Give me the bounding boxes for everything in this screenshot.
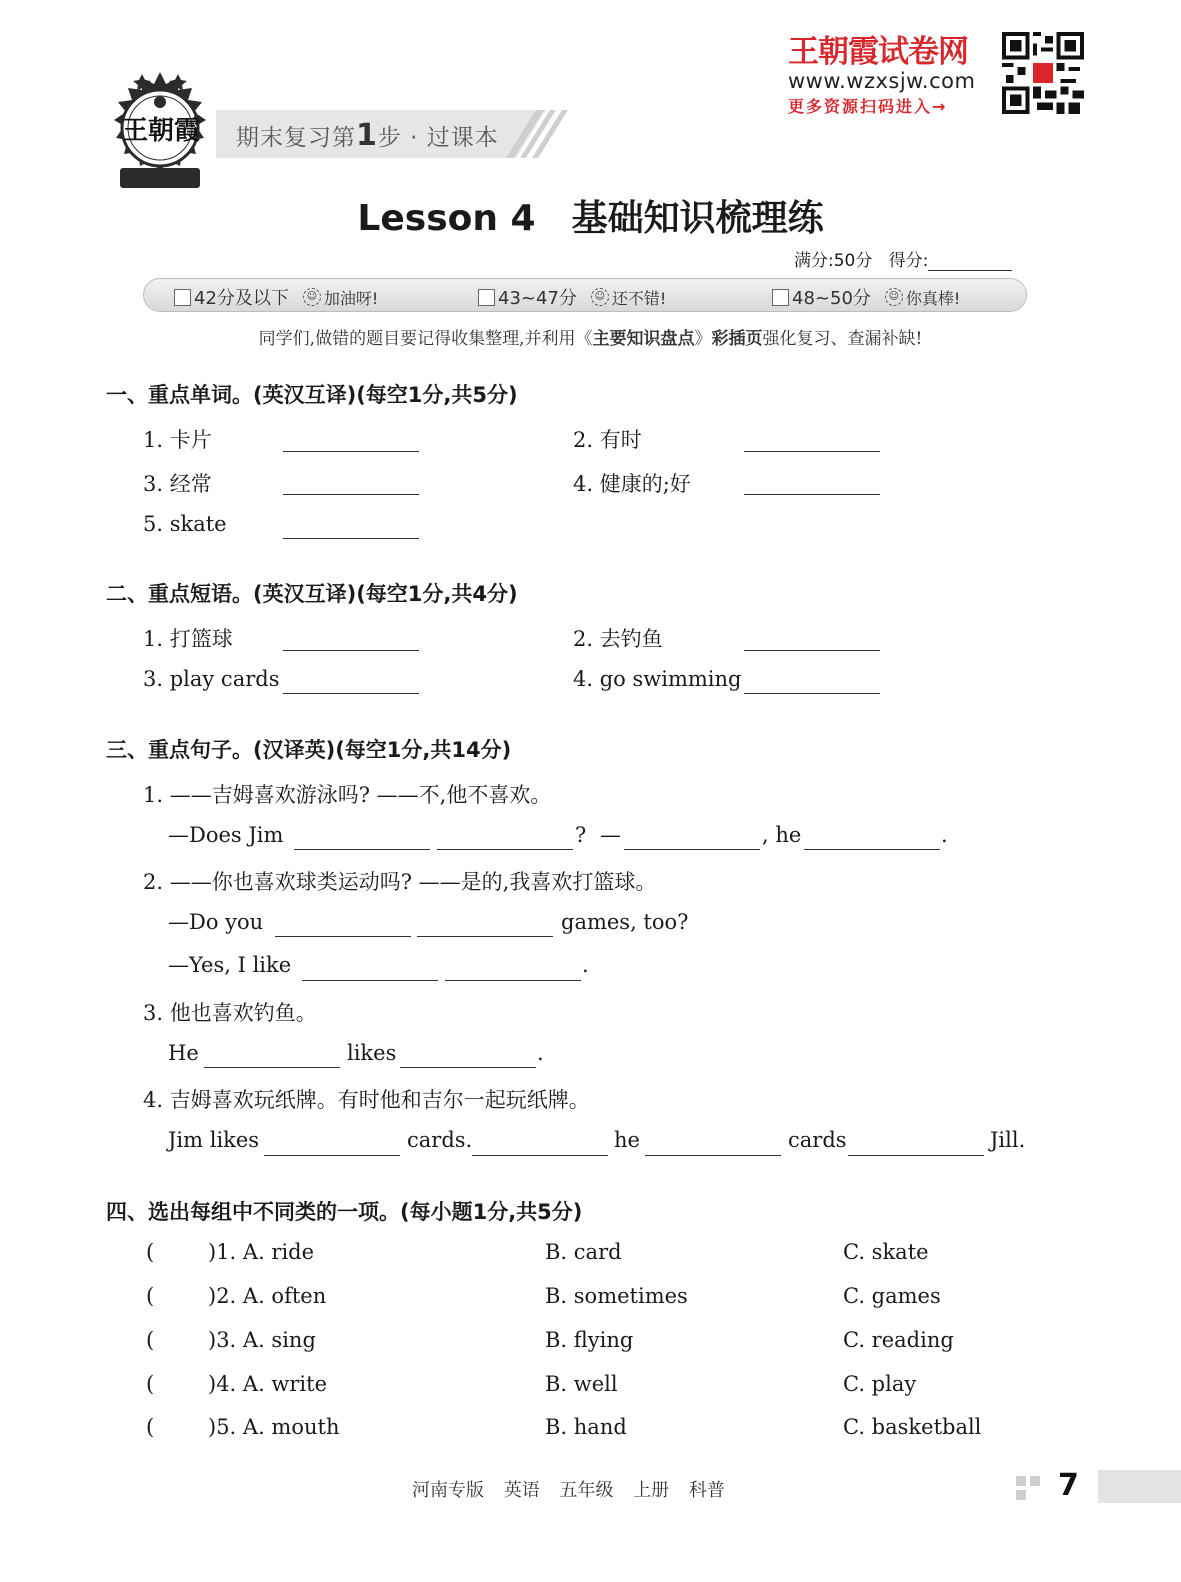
sentence-fragment: games, too?	[561, 910, 689, 934]
rating-range: 48~50分	[792, 288, 871, 309]
answer-blank[interactable]	[624, 849, 760, 850]
option-a: )2. A. often	[208, 1284, 327, 1308]
answer-blank[interactable]	[437, 849, 573, 850]
got-score-label: 得分:	[888, 251, 929, 271]
sentence-fragment: Jim likes	[168, 1128, 260, 1152]
question-text: 3. play cards	[143, 667, 280, 691]
answer-blank[interactable]	[264, 1155, 400, 1156]
page-bar	[1098, 1470, 1181, 1503]
checkbox[interactable]	[478, 289, 495, 306]
sentence-fragment: —Do you	[168, 910, 264, 934]
answer-paren[interactable]: (	[146, 1284, 155, 1308]
sentence-fragment: .	[941, 823, 948, 847]
note-text: 》	[694, 329, 712, 349]
section-heading-1: 一、重点单词。(英汉互译)(每空1分,共5分)	[106, 383, 518, 407]
banner-suffix: 步 · 过课本	[377, 125, 499, 151]
question-text: 3. 经常	[143, 472, 212, 496]
option-c: C. basketball	[843, 1415, 982, 1439]
answer-blank[interactable]	[472, 1155, 608, 1156]
sentence-fragment: —Does Jim	[168, 823, 284, 847]
answer-blank[interactable]	[744, 451, 880, 452]
sentence-fragment: cards.	[407, 1128, 473, 1152]
logo-text: 王朝霞	[122, 116, 201, 146]
sentence-fragment: ?	[575, 823, 587, 847]
page-title: Lesson 4 基础知识梳理练	[357, 198, 824, 239]
section-heading-2: 二、重点短语。(英汉互译)(每空1分,共4分)	[106, 582, 518, 606]
qr-code-icon[interactable]	[1002, 32, 1084, 114]
option-a: )3. A. sing	[208, 1328, 316, 1352]
brand-title: 王朝霞试卷网	[788, 34, 968, 70]
got-score-blank[interactable]	[928, 254, 1012, 271]
answer-blank[interactable]	[744, 693, 880, 694]
rating-range: 43~47分	[498, 288, 577, 309]
sentence-fragment: He	[168, 1041, 199, 1065]
sentence-fragment: —Yes, I like	[168, 953, 292, 977]
option-a: )5. A. mouth	[208, 1415, 340, 1439]
question-text: 2. 有时	[573, 428, 642, 452]
score-line	[794, 246, 1012, 271]
sentence-fragment: likes	[347, 1041, 397, 1065]
answer-blank[interactable]	[204, 1067, 340, 1068]
option-b: B. sometimes	[545, 1284, 688, 1308]
rating-range: 42分及以下	[194, 288, 289, 309]
option-c: C. play	[843, 1372, 917, 1396]
answer-paren[interactable]: (	[146, 1415, 155, 1439]
page-number: 7	[1058, 1468, 1079, 1503]
rating-item-2	[478, 284, 666, 310]
answer-blank[interactable]	[283, 451, 419, 452]
smiley-icon: ☺	[303, 288, 321, 306]
brand-url[interactable]: www.wzxsjw.com	[788, 69, 976, 93]
option-a: )4. A. write	[208, 1372, 328, 1396]
full-score: 满分:50分	[794, 251, 873, 271]
question-text: 4. 健康的;好	[573, 472, 691, 496]
option-b: B. hand	[545, 1415, 627, 1439]
answer-blank[interactable]	[744, 494, 880, 495]
question-text: 5. skate	[143, 512, 227, 536]
question-text: 3. 他也喜欢钓鱼。	[143, 1001, 317, 1025]
option-c: C. skate	[843, 1240, 929, 1264]
answer-blank[interactable]	[275, 936, 411, 937]
rating-comment: 你真棒!	[905, 288, 961, 308]
decor-square	[1016, 1490, 1026, 1500]
sentence-fragment: , he	[762, 823, 802, 847]
question-text: 1. 打篮球	[143, 627, 233, 651]
question-text: 2. 去钓鱼	[573, 627, 663, 651]
sentence-fragment: cards	[788, 1128, 847, 1152]
answer-blank[interactable]	[445, 980, 581, 981]
footer-text: 河南专版 英语 五年级 上册 科普	[412, 1480, 725, 1501]
banner-step: 1	[356, 118, 378, 153]
decor-square	[1016, 1476, 1026, 1486]
option-b: B. card	[545, 1240, 622, 1264]
option-a: )1. A. ride	[208, 1240, 315, 1264]
sentence-fragment: Jill.	[990, 1128, 1026, 1152]
banner-prefix: 期末复习第	[236, 125, 356, 151]
rating-comment: 加油呀!	[323, 288, 379, 308]
answer-blank[interactable]	[417, 936, 553, 937]
answer-paren[interactable]: (	[146, 1240, 155, 1264]
answer-blank[interactable]	[400, 1067, 536, 1068]
answer-paren[interactable]: (	[146, 1328, 155, 1352]
banner-title	[236, 118, 499, 153]
note-text: 同学们,做错的题目要记得收集整理,并利用《	[258, 329, 593, 349]
sentence-fragment: .	[582, 953, 589, 977]
note-bold: 彩插页	[711, 329, 763, 349]
option-c: C. reading	[843, 1328, 954, 1352]
question-text: 4. go swimming	[573, 667, 742, 691]
answer-blank[interactable]	[294, 849, 430, 850]
checkbox[interactable]	[174, 289, 191, 306]
sentence-fragment: he	[614, 1128, 640, 1152]
question-text: 2. ——你也喜欢球类运动吗? ——是的,我喜欢打篮球。	[143, 870, 657, 894]
smiley-icon: ☺	[885, 288, 903, 306]
note-text: 强化复习、查漏补缺!	[762, 329, 923, 349]
rating-item-1	[174, 284, 378, 310]
section-heading-4: 四、选出每组中不同类的一项。(每小题1分,共5分)	[106, 1200, 583, 1224]
answer-paren[interactable]: (	[146, 1372, 155, 1396]
rating-comment: 还不错!	[611, 288, 667, 308]
option-b: B. well	[545, 1372, 618, 1396]
instruction-note	[0, 324, 1181, 349]
option-c: C. games	[843, 1284, 941, 1308]
option-b: B. flying	[545, 1328, 634, 1352]
section-heading-3: 三、重点句子。(汉译英)(每空1分,共14分)	[106, 738, 512, 762]
sentence-fragment: .	[537, 1041, 544, 1065]
question-text: 1. ——吉姆喜欢游泳吗? ——不,他不喜欢。	[143, 783, 552, 807]
answer-blank[interactable]	[302, 980, 438, 981]
rating-item-3	[772, 284, 960, 310]
answer-blank[interactable]	[283, 538, 419, 539]
answer-blank[interactable]	[283, 494, 419, 495]
smiley-icon: ☺	[591, 288, 609, 306]
answer-blank[interactable]	[283, 650, 419, 651]
answer-blank[interactable]	[645, 1155, 781, 1156]
answer-blank[interactable]	[744, 650, 880, 651]
answer-blank[interactable]	[283, 693, 419, 694]
brand-more: 更多资源扫码进入→	[788, 97, 948, 116]
brand-block	[788, 26, 1000, 117]
sentence-fragment: —	[600, 823, 621, 847]
decor-square	[1030, 1476, 1040, 1486]
checkbox[interactable]	[772, 289, 789, 306]
answer-blank[interactable]	[848, 1155, 984, 1156]
question-text: 1. 卡片	[143, 428, 212, 452]
answer-blank[interactable]	[804, 849, 940, 850]
note-bold: 主要知识盘点	[592, 329, 695, 349]
question-text: 4. 吉姆喜欢玩纸牌。有时他和吉尔一起玩纸牌。	[143, 1088, 590, 1112]
